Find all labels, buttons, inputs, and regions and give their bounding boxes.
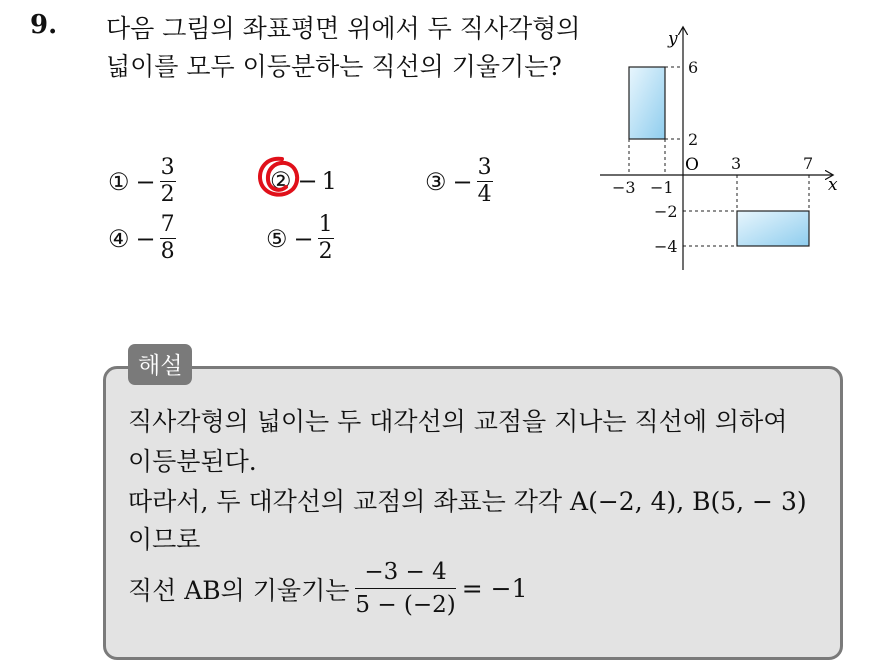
denominator: 2	[160, 182, 175, 207]
choice-sign: −	[452, 167, 473, 196]
choice-marker: ⑤	[266, 224, 288, 253]
solution-line-2: 이등분된다.	[128, 447, 257, 476]
x-axis-label: x	[828, 175, 838, 195]
denominator: 4	[477, 182, 492, 207]
choice-marker: ①	[108, 167, 130, 196]
y-axis-label: y	[668, 29, 678, 49]
solution-line-5	[128, 556, 528, 621]
x-tick-label: 7	[803, 154, 814, 173]
y-tick-label: −2	[654, 202, 678, 221]
choice-sign: −	[135, 167, 156, 196]
x-tick-label: −1	[650, 178, 674, 197]
question-number: 9.	[30, 10, 58, 40]
denominator: 2	[318, 239, 333, 264]
numerator: 3	[160, 155, 175, 180]
rectangle-lower-right	[737, 211, 809, 246]
slope-fraction	[355, 556, 455, 621]
choice-4[interactable]	[108, 212, 176, 265]
choice-marker: ②	[270, 167, 292, 195]
y-tick-label: 2	[688, 130, 699, 149]
x-tick-label: 3	[731, 154, 742, 173]
slope-text: 직선 AB의 기울기는	[128, 575, 350, 605]
choice-fraction	[318, 212, 334, 265]
denominator: 8	[160, 239, 175, 264]
rectangle-upper-left	[629, 67, 665, 139]
solution-line-4: 이므로	[128, 525, 201, 554]
question-text: 다음 그림의 좌표평면 위에서 두 직사각형의 넓이를 모두 이등분하는 직선의 기울기는?	[106, 14, 581, 81]
choice-sign: −	[293, 224, 314, 253]
numerator: 1	[318, 212, 333, 237]
denominator: 5 − (−2)	[355, 592, 456, 618]
x-tick-label: −3	[612, 178, 636, 197]
choice-fraction	[160, 155, 176, 208]
numerator: 3	[477, 155, 492, 180]
numerator: 7	[160, 212, 175, 237]
coordinate-plane	[596, 24, 856, 274]
numerator: −3 − 4	[364, 559, 447, 585]
slope-result: = −1	[461, 574, 528, 603]
choice-1[interactable]	[108, 155, 176, 208]
solution-line-3: 따라서, 두 대각선의 교점의 좌표는 각각 A(−2, 4), B(5, − 3)	[128, 487, 807, 516]
origin-label: O	[685, 155, 699, 175]
choice-5[interactable]	[266, 212, 334, 265]
choice-marker: ③	[425, 167, 447, 196]
choice-3[interactable]	[425, 155, 493, 208]
choice-fraction	[160, 212, 176, 265]
y-tick-label: 6	[688, 58, 699, 77]
choice-marker: ④	[108, 224, 130, 253]
solution-line-1: 직사각형의 넓이는 두 대각선의 교점을 지나는 직선에 의하여	[128, 407, 788, 436]
answer-circle-mark	[255, 153, 303, 201]
choice-sign: −	[135, 224, 156, 253]
choice-fraction	[477, 155, 493, 208]
solution-tag: 해설	[128, 344, 192, 385]
y-tick-label: −4	[654, 237, 678, 256]
choice-sign: −	[297, 167, 318, 195]
choice-value: 1	[321, 167, 337, 195]
